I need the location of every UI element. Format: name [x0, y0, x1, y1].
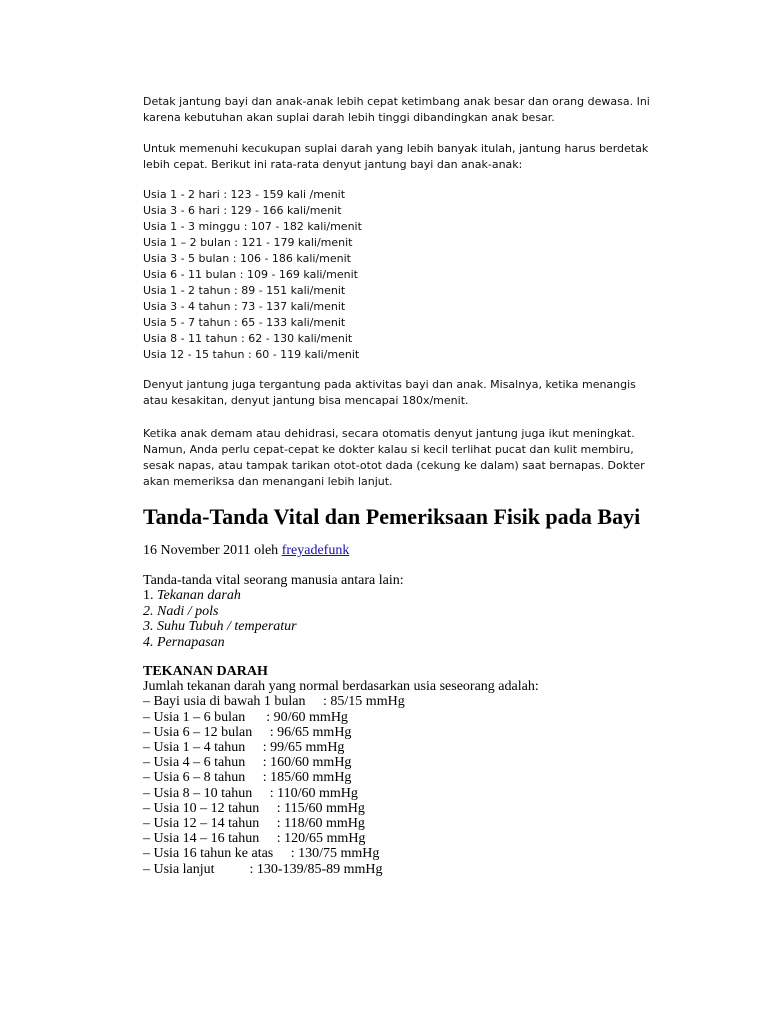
heart-rate-item: Usia 3 - 6 hari : 129 - 166 kali/menit — [143, 204, 342, 217]
blood-pressure-item: – Bayi usia di bawah 1 bulan : 85/15 mmHg — [143, 694, 405, 710]
intro-paragraph-1 — [143, 94, 703, 126]
article-title: Tanda-Tanda Vital dan Pemeriksaan Fisik pada Bayi — [143, 504, 641, 529]
vital-signs-intro: Tanda-tanda vital seorang manusia antara lain: — [143, 573, 404, 588]
blood-pressure-intro: Jumlah tekanan darah yang normal berdasarkan usia seseorang adalah: — [143, 679, 539, 695]
article-date: 16 November 2011 oleh — [143, 543, 282, 558]
blood-pressure-item: – Usia 10 – 12 tahun : 115/60 mmHg — [143, 800, 365, 816]
vital-sign-item — [143, 588, 643, 603]
text-line: Denyut jantung juga tergantung pada aktivitas bayi dan anak. Misalnya, ketika menangis — [143, 378, 636, 391]
blood-pressure-item: – Usia 16 tahun ke atas : 130/75 mmHg — [143, 846, 380, 862]
fever-paragraph — [143, 426, 703, 490]
activity-paragraph — [143, 377, 703, 409]
text-line: Namun, Anda perlu cepat-cepat ke dokter kalau si kecil terlihat pucat dan kulit membiru, — [143, 443, 634, 456]
heart-rate-item: Usia 1 - 2 hari : 123 - 159 kali /menit — [143, 188, 346, 201]
vital-sign-label: Tekanan darah — [157, 588, 241, 604]
intro-paragraph-2 — [143, 141, 703, 173]
vital-sign-item: 4. Pernapasan — [143, 634, 225, 650]
heart-rate-list — [143, 187, 703, 363]
heart-rate-item: Usia 1 - 3 minggu : 107 - 182 kali/menit — [143, 220, 362, 233]
text-line: karena kebutuhan akan suplai darah lebih tinggi dibandingkan anak besar. — [143, 111, 555, 124]
heart-rate-item: Usia 6 - 11 bulan : 109 - 169 kali/menit — [143, 268, 358, 281]
heart-rate-item: Usia 3 - 4 tahun : 73 - 137 kali/menit — [143, 300, 346, 313]
blood-pressure-item: – Usia 1 – 6 bulan : 90/60 mmHg — [143, 709, 348, 725]
text-line: sesak napas, atau tampak tarikan otot-otot dada (cekung ke dalam) saat bernapas. Dokter — [143, 459, 645, 472]
blood-pressure-item: – Usia lanjut : 130-139/85-89 mmHg — [143, 861, 383, 877]
vital-sign-item: 2. Nadi / pols — [143, 603, 219, 619]
text-line: lebih cepat. Berikut ini rata-rata denyut jantung bayi dan anak-anak: — [143, 158, 523, 171]
blood-pressure-item: – Usia 6 – 8 tahun : 185/60 mmHg — [143, 770, 352, 786]
heart-rate-item: Usia 1 – 2 bulan : 121 - 179 kali/menit — [143, 236, 353, 249]
heart-rate-item: Usia 5 - 7 tahun : 65 - 133 kali/menit — [143, 316, 346, 329]
blood-pressure-item: – Usia 1 – 4 tahun : 99/65 mmHg — [143, 740, 345, 756]
heart-rate-item: Usia 12 - 15 tahun : 60 - 119 kali/menit — [143, 348, 360, 361]
heart-rate-item: Usia 8 - 11 tahun : 62 - 130 kali/menit — [143, 332, 353, 345]
heart-rate-item: Usia 1 - 2 tahun : 89 - 151 kali/menit — [143, 284, 346, 297]
vital-sign-number: 1. — [143, 588, 157, 604]
blood-pressure-item: – Usia 4 – 6 tahun : 160/60 mmHg — [143, 755, 352, 771]
heart-rate-item: Usia 3 - 5 bulan : 106 - 186 kali/menit — [143, 252, 351, 265]
text-line: Ketika anak demam atau dehidrasi, secara otomatis denyut jantung juga ikut meningkat. — [143, 427, 635, 440]
blood-pressure-heading: TEKANAN DARAH — [143, 664, 268, 679]
vital-sign-item: 3. Suhu Tubuh / temperatur — [143, 619, 297, 635]
text-line: atau kesakitan, denyut jantung bisa mencapai 180x/menit. — [143, 394, 469, 407]
vital-signs-section — [143, 573, 643, 650]
blood-pressure-item: – Usia 8 – 10 tahun : 110/60 mmHg — [143, 785, 358, 801]
author-link[interactable]: freyadefunk — [281, 543, 350, 558]
text-line: Untuk memenuhi kecukupan suplai darah yang lebih banyak itulah, jantung harus berdetak — [143, 142, 649, 155]
text-line: akan memeriksa dan menangani lebih lanjut. — [143, 475, 393, 488]
article-meta — [143, 542, 643, 559]
blood-pressure-item: – Usia 14 – 16 tahun : 120/65 mmHg — [143, 831, 366, 847]
text-line: Detak jantung bayi dan anak-anak lebih cepat ketimbang anak besar dan orang dewasa. Ini — [143, 95, 650, 108]
blood-pressure-item: – Usia 6 – 12 bulan : 96/65 mmHg — [143, 724, 352, 740]
blood-pressure-section — [143, 664, 703, 877]
blood-pressure-item: – Usia 12 – 14 tahun : 118/60 mmHg — [143, 816, 365, 832]
